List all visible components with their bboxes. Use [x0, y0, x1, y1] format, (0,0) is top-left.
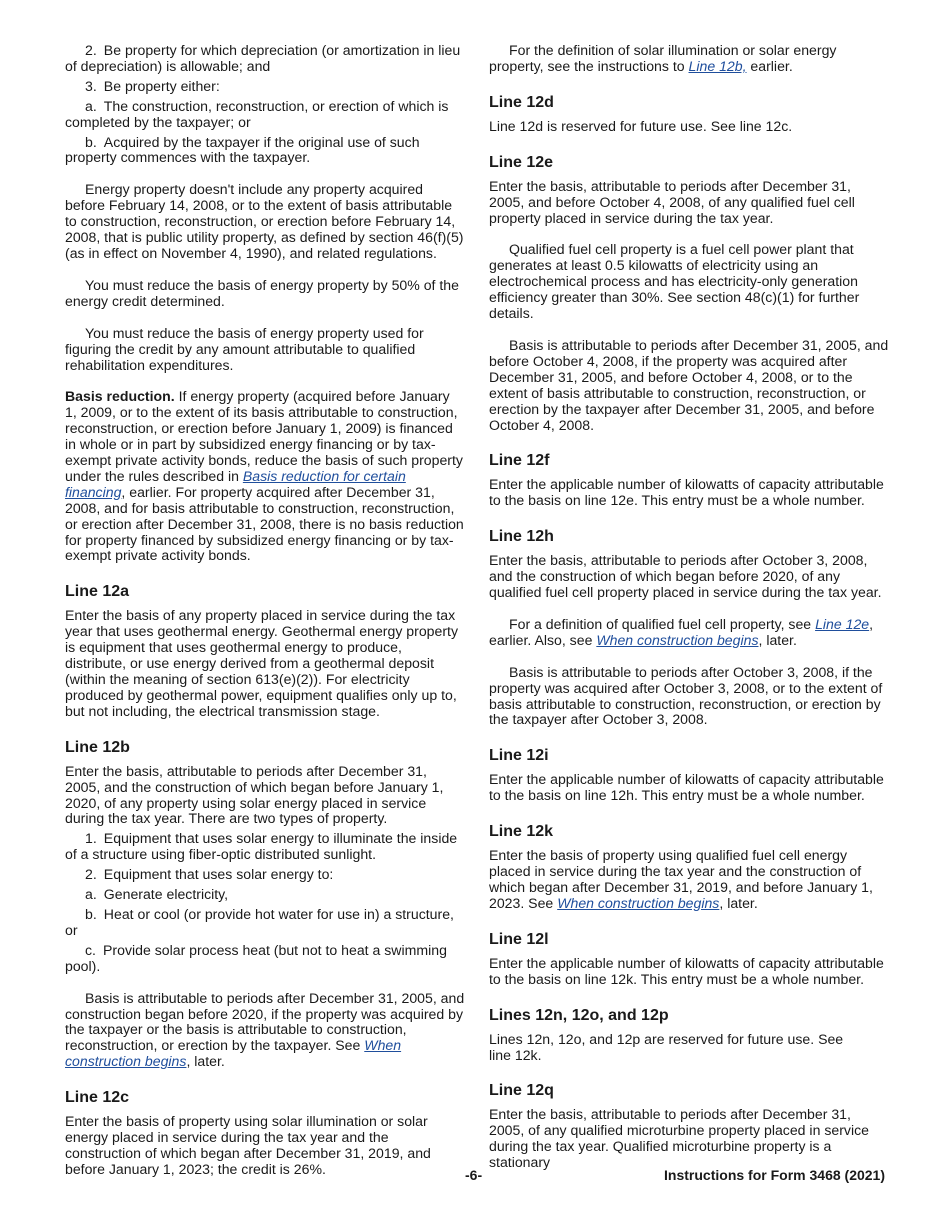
paragraph: a. The construction, reconstruction, or erection of which is completed by the taxpayer; or — [65, 97, 449, 130]
left-column — [65, 43, 465, 1178]
paragraph: 2. Be property for which depreciation (or amortization in lieu of depreciation) is allowable; and — [65, 42, 461, 74]
when-construction-begins-link[interactable]: When construction begins — [596, 631, 759, 648]
heading-line-12d: Line 12d — [489, 93, 554, 111]
list-item: 2. Equipment that uses solar energy to: — [85, 866, 334, 883]
paragraph: Lines 12n, 12o, and 12p are reserved for future use. See line 12k. — [489, 1030, 844, 1063]
paragraph: Enter the basis, attributable to periods after December 31, 2005, of any qualified microturbine property placed in service during the tax year. Qualified microturbine property is a stationary — [489, 1106, 869, 1171]
list-item: 1. Equipment that uses solar energy to illuminate the inside of a structure using fiber-optic distributed sunlight. — [65, 830, 458, 863]
paragraph: For a definition of qualified fuel cell property, see Line 12e, earlier. Also, see When construction begins, later. — [489, 615, 874, 648]
paragraph: Basis is attributable to periods after December 31, 2005, and construction began before 2020, if the property was acquired by the taxpayer or the basis is attributable to construction, reconstruction, or erection by the taxpayer. See When construction begins, later. — [65, 989, 465, 1070]
heading-line-12q: Line 12q — [489, 1082, 554, 1100]
paragraph: 3. Be property either: — [85, 77, 220, 94]
heading-line-12b: Line 12b — [65, 738, 130, 756]
paragraph: Basis is attributable to periods after October 3, 2008, if the property was acquired after October 3, 2008, or to the extent of basis attributable to construction, reconstruction, or erection by the taxpayer after October 3, 2008. — [489, 663, 883, 728]
paragraph: Line 12d is reserved for future use. See line 12c. — [489, 117, 793, 134]
paragraph: Enter the applicable number of kilowatts of capacity attributable to the basis on line 12e. This entry must be a whole number. — [489, 476, 884, 509]
basis-reduction-link[interactable]: Basis reduction for certain financing — [65, 467, 406, 500]
when-construction-begins-link[interactable]: When construction begins — [65, 1037, 402, 1070]
line-12b-link[interactable]: Line 12b, — [688, 57, 747, 74]
heading-line-12a: Line 12a — [65, 583, 130, 601]
paragraph: You must reduce the basis of energy property used for figuring the credit by any amount attributable to qualified rehabilitation expenditures. — [65, 324, 424, 373]
form-title: Instructions for Form 3468 (2021) — [664, 1167, 885, 1183]
paragraph: Enter the applicable number of kilowatts of capacity attributable to the basis on line 12h. This entry must be a whole number. — [489, 771, 884, 804]
basis-reduction-paragraph: Basis reduction. If energy property (acquired before January 1, 2009, or to the extent of its basis attributable to construction, reconstruction, or erection before January 1, 2009) is financed in whole or in part by subsidized energy financing or by tax-exempt private activity bonds, reduce the basis of such property under the rules described in Basis reduction for certain financing, earlier. For property acquired after December 31, 2008, and for basis attributable to construction, reconstruction, or erection after December 31, 2008, there is no basis reduction for property financed by subsidized energy financing or by tax-exempt private activity bonds. — [65, 388, 464, 564]
when-construction-begins-link[interactable]: When construction begins — [557, 894, 720, 911]
paragraph: Enter the basis, attributable to periods after December 31, 2005, and before October 4, 2008, of any qualified fuel cell property placed in service during the tax year. — [489, 177, 855, 226]
heading-line-12e: Line 12e — [489, 153, 554, 171]
list-item: c. Provide solar process heat (but not to heat a swimming pool). — [65, 941, 447, 974]
run-in-heading: Basis reduction. — [65, 388, 175, 405]
paragraph: You must reduce the basis of energy property by 50% of the energy credit determined. — [65, 276, 459, 309]
paragraph: Qualified fuel cell property is a fuel cell power plant that generates at least 0.5 kilowatts of electricity using an electrochemical process and has electricity-only generation efficiency greater than 30%. See section 48(c)(1) for further details. — [489, 241, 860, 322]
heading-line-12i: Line 12i — [489, 747, 549, 765]
list-item: b. Heat or cool (or provide hot water for use in) a structure, or — [65, 905, 454, 938]
paragraph: Enter the basis, attributable to periods after October 3, 2008, and the construction of which began before 2020, of any qualified fuel cell property placed in service during the tax year. — [489, 552, 882, 601]
paragraph: Energy property doesn't include any property acquired before February 14, 2008, or to the extent of basis attributable to construction, reconstruction, or erection before February 14, 2008, that is public utility property, as defined by section 46(f)(5) (as in effect on November 4, 1990), and related regulations. — [65, 181, 464, 261]
heading-line-12h: Line 12h — [489, 528, 554, 546]
paragraph: Enter the basis of any property placed in service during the tax year that uses geothermal energy. Geothermal energy property is equipment that uses geothermal energy to produce, distribute, or use energy derived from a geothermal deposit (within the meaning of section 613(e)(2)). For electricity produced by geothermal power, equipment qualifies only up to, but not including, the electrical transmission stage. — [65, 607, 459, 719]
paragraph: Basis is attributable to periods after December 31, 2005, and before October 4, 2008, if the property was acquired after December 31, 2005, and before October 4, 2008, or to the extent of basis attributable to construction, reconstruction, or erection by the taxpayer after December 31, 2005, and before October 4, 2008. — [489, 336, 889, 433]
heading-line-12k: Line 12k — [489, 823, 554, 841]
heading-lines-12n-12o-12p: Lines 12n, 12o, and 12p — [489, 1006, 669, 1024]
line-12e-link[interactable]: Line 12e — [815, 615, 870, 632]
paragraph: For the definition of solar illumination or solar energy property, see the instructions to Line 12b, earlier. — [489, 42, 837, 74]
list-item: a. Generate electricity, — [85, 886, 229, 903]
paragraph: Enter the basis, attributable to periods after December 31, 2005, and the construction of which began before January 1, 2020, of any property using solar energy placed in service during the tax year. There are two types of property. — [65, 762, 444, 827]
paragraph: b. Acquired by the taxpayer if the original use of such property commences with the taxpayer. — [65, 133, 420, 166]
heading-line-12c: Line 12c — [65, 1089, 130, 1107]
page-number: -6- — [465, 1167, 483, 1183]
paragraph: Enter the basis of property using qualified fuel cell energy placed in service during the tax year and the construction of which began after December 31, 2019, and before January 1, 2023. See When construction begins, later. — [489, 847, 873, 911]
heading-line-12f: Line 12f — [489, 452, 550, 470]
paragraph: Enter the basis of property using solar illumination or solar energy placed in service during the tax year and the construction of which began after December 31, 2019, and before January 1, 2023; the credit is 26%. — [65, 1113, 431, 1177]
heading-line-12l: Line 12l — [489, 930, 549, 948]
paragraph: Enter the applicable number of kilowatts of capacity attributable to the basis on line 12k. This entry must be a whole number. — [489, 954, 884, 987]
right-column — [489, 43, 889, 1171]
